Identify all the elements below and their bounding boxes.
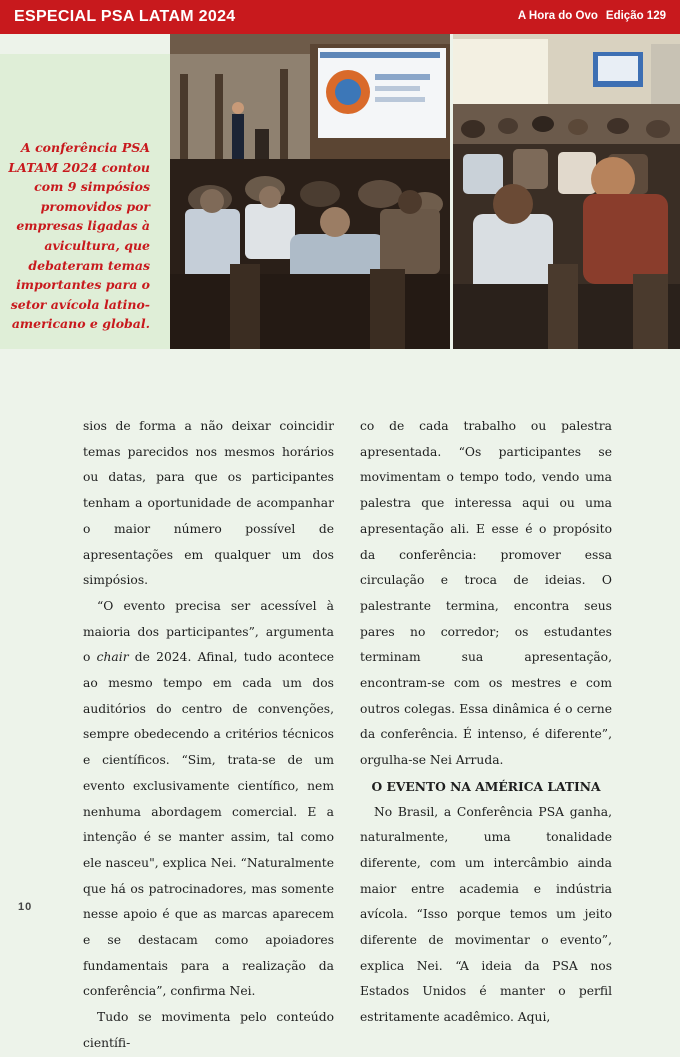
magazine-name: A Hora do Ovo: [517, 10, 598, 22]
paragraph: Tudo se movimenta pelo conteúdo científi-: [83, 1010, 334, 1050]
paragraph-text: “O evento precisa ser acessível à maioria dos participantes”, argumenta o: [83, 598, 334, 665]
emphasis-text: chair: [96, 650, 129, 665]
paragraph: sios de forma a não deixar coincidir temas parecidos nos mesmos horários ou datas, para que os participantes tenham a oportunidade de acompanhar o maior número possível de apresentações em qualquer um dos simpósios.: [83, 419, 334, 588]
edition-number: Edição 129: [605, 10, 666, 22]
paragraph: [83, 594, 334, 1005]
section-heading: O EVENTO NA AMÉRICA LATINA: [371, 778, 601, 794]
header-bar: [0, 0, 680, 34]
paragraph: No Brasil, a Conferência PSA ganha, naturalmente, uma tonalidade diferente, com um intercâmbio ainda maior entre academia e indústria avícola. “Isso porque temos um jeito diferente de movimentar o evento”, explica Nei. “A ideia da PSA nos Estados Unidos é manter o perfil estritamente acadêmico. Aqui,: [360, 804, 612, 1025]
photo-caption: A conferência PSA LATAM 2024 contou com 9 simpósios promovidos por empresas ligadas à avicultura, que debateram temas importantes para o setor avícola latino-americano e global.: [8, 140, 150, 332]
conference-photo-speaker: [170, 34, 450, 349]
article-column-right: [360, 414, 612, 1031]
paragraph: co de cada trabalho ou palestra apresentada. “Os participantes se movimentam o tempo todo, vendo uma palestra que interessa aqui ou uma apresentação ali. E esse é o propósito da conferência: promover essa circulação e troca de ideias. O palestrante termina, encontra seus pares no corredor; os estudantes terminam sua apresentação, encontram-se com os mestres e com outros colegas. Essa dinâmica é o cerne da conferência. É intenso, é diferente”, orgulha-se Nei Arruda.: [360, 419, 612, 768]
paragraph-text: de 2024. Afinal, tudo acontece ao mesmo tempo em cada um dos auditórios do centro de convenções, sempre obedecendo a critérios técnicos e científicos. “Sim, trata-se de um evento exclusivamente científico, nem nenhuma abordagem comercial. E a intenção é se manter assim, tal como ele nasceu", explica Nei. “Naturalmente que há os patrocinadores, mas somente nesse apoio é que as marcas aparecem e se destacam como apoiadores fundamentais para a realização da conferência”, confirma Nei.: [83, 650, 335, 999]
edition-label: [518, 10, 666, 22]
page-number: 10: [18, 901, 33, 913]
article-column-left: [83, 414, 334, 1057]
caption-panel: [0, 54, 170, 349]
section-title: ESPECIAL PSA LATAM 2024: [14, 8, 236, 25]
conference-photo-audience: [453, 34, 680, 349]
